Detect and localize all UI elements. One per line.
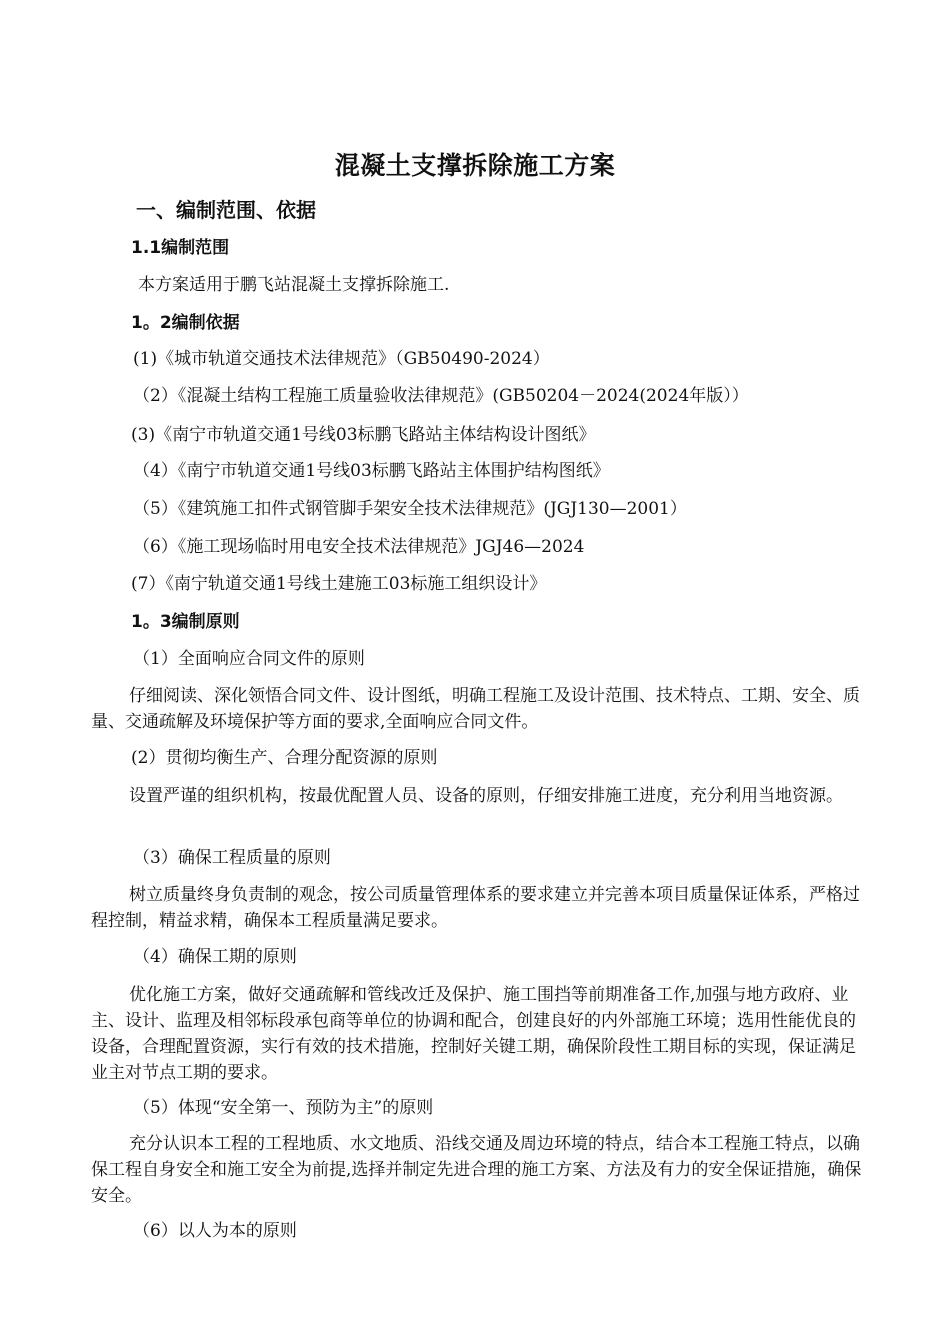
document-title: 混凝土支撑拆除施工方案 <box>334 151 616 180</box>
principle-heading: （5）体现“安全第一、预防为主”的原则 <box>133 1098 434 1118</box>
principle-heading: （6）以人为本的原则 <box>133 1221 297 1241</box>
scope-text: 本方案适用于鹏飞站混凝土支撑拆除施工. <box>138 275 450 295</box>
principle-text: 优化施工方案，做好交通疏解和管线改迁及保护、施工围挡等前期准备工作,加强与地方政府、业主、设计、监理及相邻标段承包商等单位的协调和配合，创建良好的内外部施工环境；选用性能优良的设备，合理配置资源，实行有效的技术措施，控制好关键工期，确保阶段性工期目标的实现，保证满足业主对节点工期的要求。 <box>91 985 856 1083</box>
principle-text: 仔细阅读、深化领悟合同文件、设计图纸，明确工程施工及设计范围、技术特点、工期、安全、质量、交通疏解及环境保护等方面的要求,全面响应合同文件。 <box>91 686 860 732</box>
basis-item: （5）《建筑施工扣件式钢管脚手架安全技术法律规范》(JGJ130—2001） <box>133 499 687 519</box>
subsection-heading-principles: 1。3编制原则 <box>131 612 240 632</box>
basis-item: (3)《南宁市轨道交通1号线03标鹏飞路站主体结构设计图纸》 <box>131 425 596 445</box>
principle-text: 树立质量终身负责制的观念，按公司质量管理体系的要求建立并完善本项目质量保证体系，严格过程控制，精益求精，确保本工程质量满足要求。 <box>91 885 860 931</box>
principle-text: 充分认识本工程的工程地质、水文地质、沿线交通及周边环境的特点，结合本工程施工特点，以确保工程自身安全和施工安全为前提,选择并制定先进合理的施工方案、方法及有力的安全保证措施，确保安全。 <box>91 1134 862 1206</box>
basis-item: （4）《南宁市轨道交通1号线03标鹏飞路站主体围护结构图纸》 <box>133 461 610 481</box>
principle-text: 设置严谨的组织机构，按最优配置人员、设备的原则，仔细安排施工进度，充分利用当地资源。 <box>129 786 843 806</box>
basis-item: (1)《城市轨道交通技术法律规范》（GB50490-2024） <box>133 349 550 369</box>
principle-heading: （1）全面响应合同文件的原则 <box>133 649 365 669</box>
basis-item: （6）《施工现场临时用电安全技术法律规范》JGJ46—2024 <box>133 537 585 557</box>
principle-heading: (2）贯彻均衡生产、合理分配资源的原则 <box>131 748 438 768</box>
principle-heading: （3）确保工程质量的原则 <box>133 848 331 868</box>
basis-item: (7）《南宁轨道交通1号线土建施工03标施工组织设计》 <box>131 574 547 594</box>
section-heading-scope-basis: 一、编制范围、依据 <box>136 198 316 222</box>
principle-heading: （4）确保工期的原则 <box>133 947 297 967</box>
basis-item: （2）《混凝土结构工程施工质量验收法律规范》(GB50204－2024(2024年版）） <box>133 386 749 406</box>
subsection-heading-scope: 1.1编制范围 <box>131 238 230 258</box>
subsection-heading-basis: 1。2编制依据 <box>131 313 240 333</box>
